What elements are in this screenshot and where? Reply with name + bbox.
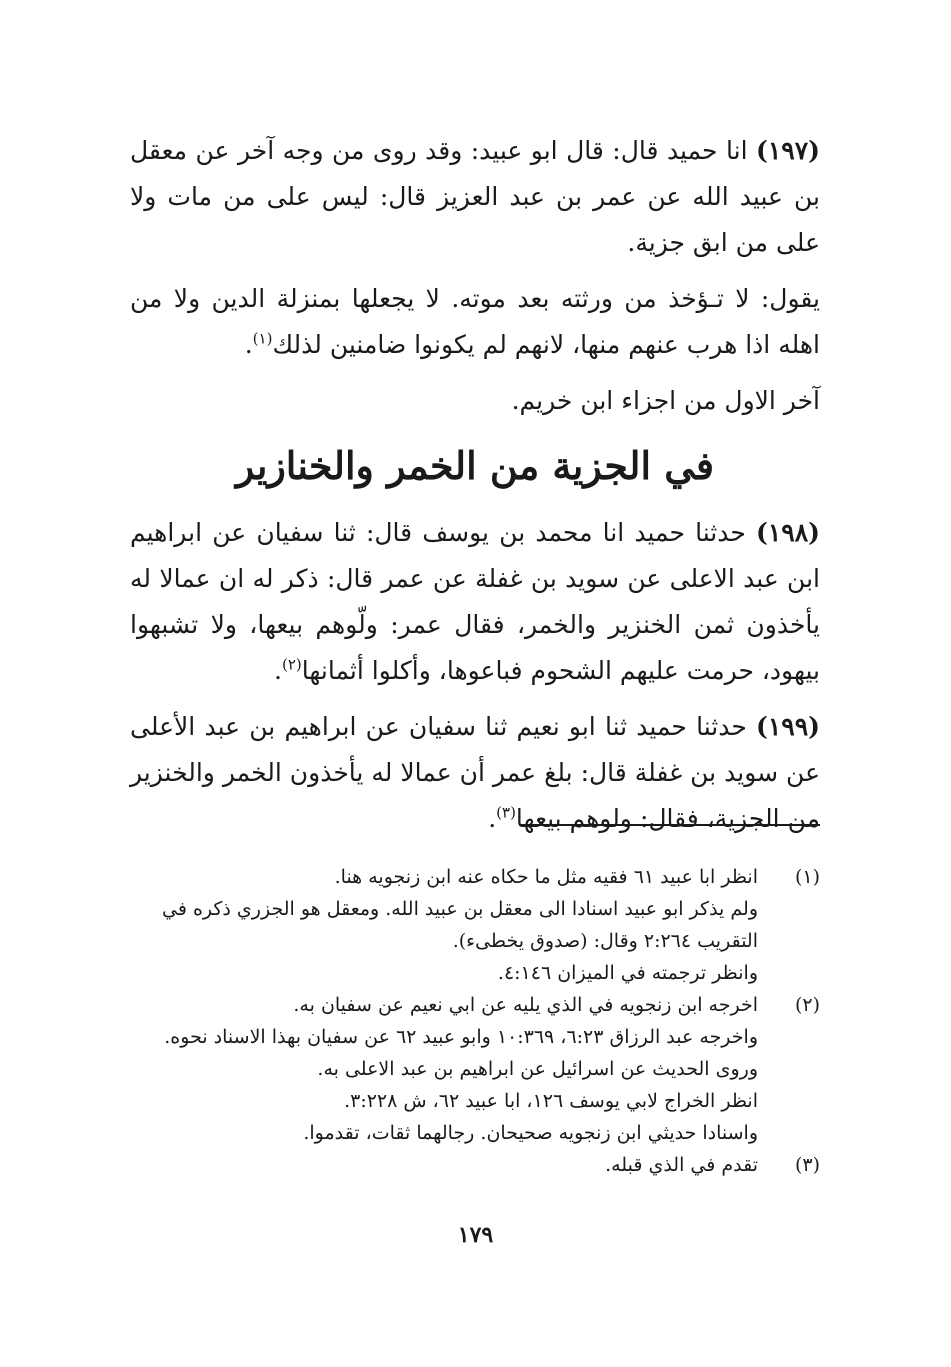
footnote-2 [130,989,820,1149]
footnote-line: تقدم في الذي قبله. [605,1154,758,1176]
footnote-line: وانظر ترجمته في الميزان ٤:١٤٦. [497,962,758,984]
paragraph-text: حدثنا حميد انا محمد بن يوسف قال: ثنا سفيان عن ابراهيم ابن عبد الاعلى عن سويد بن غفلة عن عمر قال: ذكر له ان عمالا له يأخذون ثمن الخنزير والخمر، فقال عمر: ولّوهم بيعها، ولا تشبهوا بيهود، حرمت عليهم الشحوم فباعوها، وأكلوا أثمانها [130,518,820,685]
footnote-line: ولم يذكر ابو عبيد اسنادا الى معقل بن عبيد الله. ومعقل هو الجزري ذكره في [161,898,758,920]
footnote-ref: (٣) [496,803,516,822]
footnote-ref: (١) [252,329,273,348]
page-number: ١٧٩ [457,1222,494,1248]
paragraph-197 [130,128,820,266]
footnote-body [130,989,758,1149]
footnote-marker: (١) [794,866,820,888]
footnote-separator [520,824,820,826]
paragraph-text: يقول: لا تـؤخذ من ورثته بعد موته. لا يجعلها بمنزلة الدين ولا من اهله اذا هرب عنهم منها، لانهم لم يكونوا ضامنين لذلك [130,284,820,359]
footnote-line: وروى الحديث عن اسرائيل عن ابراهيم بن عبد الاعلى به. [317,1058,758,1080]
footnote-marker: (٣) [794,1154,820,1176]
footnote-ref: (٢) [281,655,302,674]
footnote-line: اخرجه ابن زنجويه في الذي يليه عن ابي نعيم عن سفيان به. [293,994,758,1016]
footnote-body [130,861,758,989]
section-heading: في الجزية من الخمر والخنازير [235,443,715,488]
footnote-1 [130,861,820,989]
paragraph-text: آخر الاول من اجزاء ابن خريم. [511,386,820,415]
paragraph-197-commentary [130,276,820,368]
paragraph-198 [130,510,820,694]
main-text [130,128,820,842]
paragraph-end: . [244,330,253,359]
footnote-line: واخرجه عبد الرزاق ٦:٢٣، ١٠:٣٦٩ وابو عبيد ٦٢ عن سفيان بهذا الاسناد نحوه. [164,1026,758,1048]
paragraph-number: (١٩٨) [756,518,820,547]
footnote-line: التقريب ٢:٢٦٤ وقال: (صدوق يخطىء). [452,930,758,952]
paragraph-number: (١٩٩) [756,712,820,741]
paragraph-text: حدثنا حميد ثنا ابو نعيم ثنا سفيان عن ابراهيم بن عبد الأعلى عن سويد بن غفلة قال: بلغ عمر أن عمالا له يأخذون الخمر والخنزير من الجزية، فقال: ولوهم بيعها [130,712,820,833]
paragraph-text: انا حميد قال: قال ابو عبيد: وقد روى من وجه آخر عن معقل بن عبيد الله عن عمر بن عبد العزيز قال: ليس على من مات ولا على من ابق جزية. [130,136,820,257]
paragraph-end: . [274,656,282,685]
footnote-line: انظر الخراج لابي يوسف ١٢٦، ابا عبيد ٦٢، ش ٣:٢٢٨. [344,1090,758,1112]
footnotes [130,861,820,1181]
paragraph-number: (١٩٧) [756,136,820,165]
footnote-3 [130,1149,820,1181]
footnote-line: واسنادا حديثي ابن زنجويه صحيحان. رجالهما ثقات، تقدموا. [303,1122,758,1144]
footnote-line: انظر ابا عبيد ٦١ فقيه مثل ما حكاه عنه ابن زنجويه هنا. [334,866,758,888]
part-end-note [130,378,820,424]
footnote-marker: (٢) [794,994,820,1016]
paragraph-end: . [488,804,497,833]
footnote-body [130,1149,758,1181]
paragraph-199 [130,704,820,842]
